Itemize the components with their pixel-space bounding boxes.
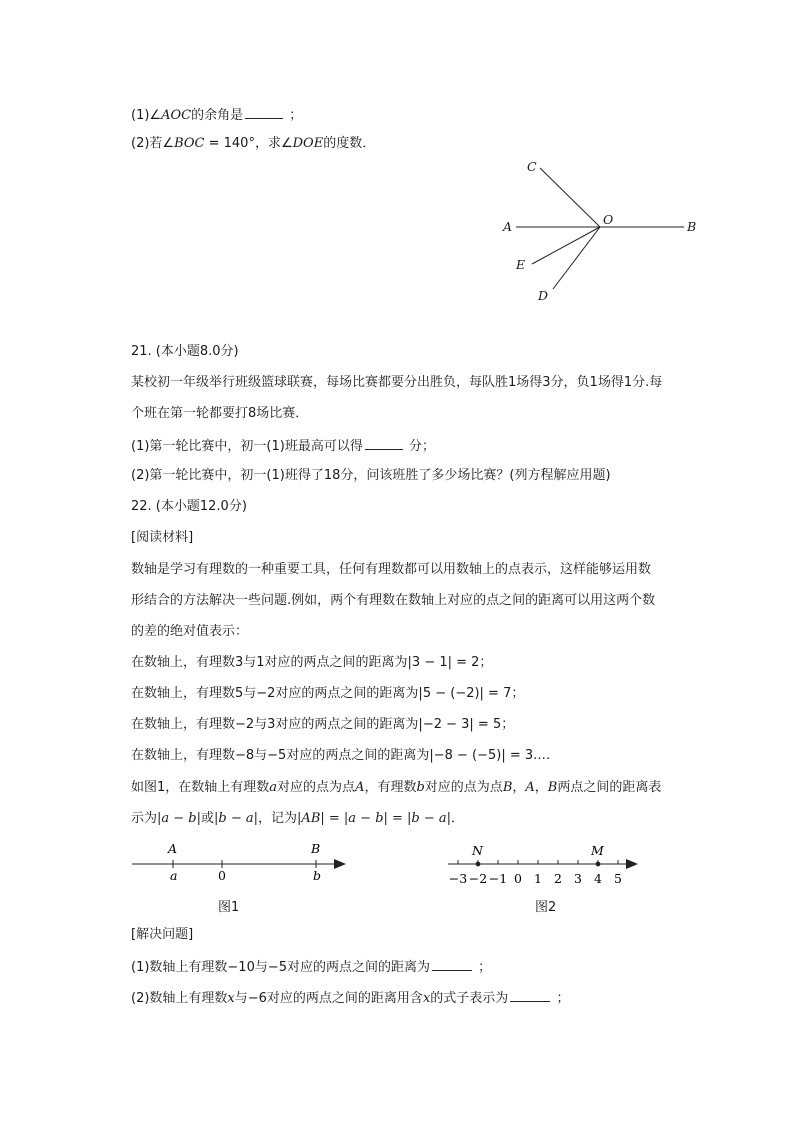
fig1-label-a: a bbox=[170, 868, 178, 883]
tick-label: 5 bbox=[614, 871, 622, 886]
q22-problem-1: (1)数轴上有理数−10与−5对应的两点之间的距离为 ； bbox=[131, 960, 492, 975]
q21-text-line-1: 某校初一年级举行班级篮球联赛，每场比赛都要分出胜负，每队胜1场得3分，负1场得1分.每 bbox=[131, 375, 663, 390]
tick-label: −2 bbox=[468, 871, 488, 886]
tick-label: 3 bbox=[574, 871, 582, 886]
fig2-label-M: M bbox=[591, 843, 604, 858]
answer-blank[interactable] bbox=[365, 437, 403, 450]
figure-2-number-line bbox=[0, 835, 794, 895]
figure-2-caption: 图2 bbox=[535, 900, 557, 915]
ray-oe bbox=[532, 227, 600, 264]
q22-problem-2: (2)数轴上有理数x与−6对应的两点之间的距离用含x的式子表示为 ； bbox=[131, 991, 570, 1006]
q22-text-line-2: 形结合的方法解决一些问题.例如，两个有理数在数轴上对应的点之间的距离可以用这两个数 bbox=[131, 593, 656, 608]
tick-label: 1 bbox=[534, 871, 542, 886]
q22-text-line-1: 数轴是学习有理数的一种重要工具，任何有理数都可以用数轴上的点表示，这样能够运用数 bbox=[131, 562, 652, 577]
label-d: D bbox=[538, 288, 549, 303]
point-m bbox=[596, 862, 601, 867]
q22-text-line-3: 的差的绝对值表示： bbox=[131, 624, 249, 639]
fig1-label-A: A bbox=[168, 841, 178, 856]
q22-example-2: 在数轴上，有理数5与−2对应的两点之间的距离为|5 − (−2)| = 7； bbox=[131, 686, 525, 701]
q21-text-line-2: 个班在第一轮都要打8场比赛． bbox=[131, 406, 309, 421]
label-o: O bbox=[603, 212, 614, 227]
q22-heading: 22. (本小题12.0分) bbox=[131, 499, 247, 514]
q22-figure-desc-2: 示为|a − b|或|b − a|，记为|AB| = |a − b| = |b − a|． bbox=[131, 811, 465, 826]
q22-reading-title: [阅读材料] bbox=[131, 530, 194, 545]
tick-label: 4 bbox=[594, 871, 602, 886]
q22-solve-title: [解决问题] bbox=[131, 927, 194, 942]
q22-example-3: 在数轴上，有理数−2与3对应的两点之间的距离为|−2 − 3| = 5； bbox=[131, 717, 515, 732]
tick-label: −3 bbox=[448, 871, 468, 886]
q22-example-1: 在数轴上，有理数3与1对应的两点之间的距离为|3 − 1| = 2； bbox=[131, 655, 493, 670]
label-b: B bbox=[687, 219, 697, 234]
fig1-label-b: b bbox=[313, 868, 322, 883]
fig1-label-zero: 0 bbox=[218, 868, 226, 883]
label-e: E bbox=[516, 257, 526, 272]
q21-heading: 21. (本小题8.0分) bbox=[131, 344, 239, 359]
q21-part1: (1)第一轮比赛中，初一(1)班最高可以得 分； bbox=[131, 439, 435, 454]
point-n bbox=[476, 862, 481, 867]
tick-label: 0 bbox=[514, 871, 522, 886]
q20-part2: (2)若∠BOC = 140°，求∠DOE的度数． bbox=[131, 136, 376, 151]
fig2-label-N: N bbox=[472, 843, 483, 858]
ray-od bbox=[553, 227, 600, 289]
q20-part1: (1)∠AOC的余角是 ； bbox=[131, 108, 303, 123]
q22-figure-desc-1: 如图1，在数轴上有理数a对应的点为点A，有理数b对应的点为点B，A，B两点之间的距离表 bbox=[131, 780, 662, 795]
q21-part2: (2)第一轮比赛中，初一(1)班得了18分，问该班胜了多少场比赛？(列方程解应用题) bbox=[131, 468, 611, 483]
tick-label: −1 bbox=[488, 871, 508, 886]
fig1-label-B: B bbox=[311, 841, 321, 856]
label-c: C bbox=[527, 159, 537, 174]
answer-blank[interactable] bbox=[510, 989, 550, 1002]
axis-arrow bbox=[626, 859, 638, 869]
figure-1-caption: 图1 bbox=[218, 900, 240, 915]
label-a: A bbox=[503, 219, 513, 234]
answer-blank[interactable] bbox=[432, 958, 472, 971]
angle-figure bbox=[0, 0, 794, 340]
ray-oc bbox=[540, 168, 600, 227]
tick-label: 2 bbox=[554, 871, 562, 886]
q22-example-4: 在数轴上，有理数−8与−5对应的两点之间的距离为|−8 − (−5)| = 3.… bbox=[131, 748, 551, 763]
